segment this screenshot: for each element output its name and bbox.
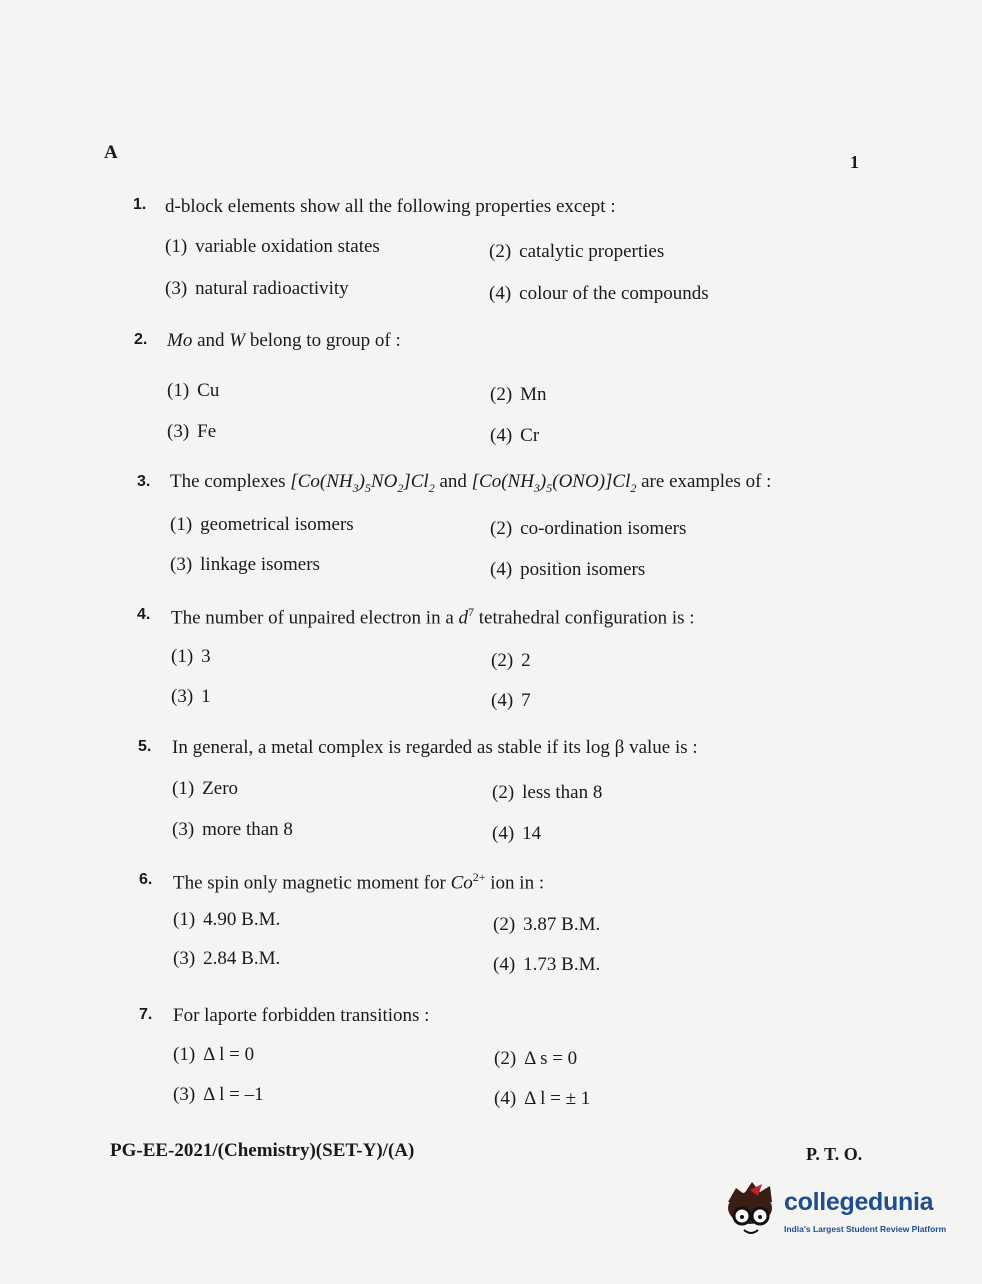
- question-text: The spin only magnetic moment for $Co^{2+}$ ion in :: [173, 870, 545, 894]
- option: [490, 384, 547, 406]
- page-number: 1: [850, 152, 859, 172]
- option-text: geometrical isomers: [200, 514, 354, 535]
- option: [494, 1088, 590, 1110]
- option: [167, 380, 219, 402]
- question-text: For laporte forbidden transitions :: [173, 1005, 430, 1026]
- option: [173, 909, 280, 931]
- option: [491, 650, 531, 672]
- exam-code: PG-EE-2021/(Chemistry)(SET-Y)/(A): [110, 1140, 415, 1161]
- option-text: 1: [201, 686, 211, 707]
- option-text: position isomers: [520, 559, 646, 580]
- option-text: natural radioactivity: [195, 278, 349, 299]
- pto-label: P. T. O.: [806, 1144, 863, 1164]
- option-number: (4): [492, 823, 515, 844]
- question-number: 6.: [139, 871, 153, 888]
- option: [173, 1084, 264, 1106]
- option-text: Δ l = –1: [203, 1084, 264, 1105]
- question-number: 2.: [134, 331, 148, 348]
- option-text: 4.90 B.M.: [203, 909, 281, 930]
- option-text: less than 8: [522, 782, 603, 803]
- option-number: (2): [491, 650, 514, 671]
- option-number: (1): [170, 514, 193, 535]
- option: [490, 559, 645, 581]
- option-text: Cr: [520, 425, 540, 446]
- option-number: (3): [167, 421, 190, 442]
- option-text: 1.73 B.M.: [523, 954, 601, 975]
- complex-formula-2: $[Co(NH_3)_5(ONO)]Cl_2$: [471, 471, 637, 495]
- set-letter: A: [104, 142, 118, 163]
- option-text: Fe: [197, 421, 217, 442]
- option-text: Mn: [520, 384, 547, 405]
- option-text: catalytic properties: [519, 241, 665, 262]
- option-text: Cu: [197, 380, 220, 401]
- option-number: (4): [489, 283, 512, 304]
- brand-logo-text: collegedunia: [784, 1188, 934, 1216]
- question-text: The number of unpaired electron in a $d^7$ tetrahedral configuration is :: [171, 605, 695, 629]
- option-number: (1): [172, 778, 195, 799]
- option-text: Δ s = 0: [524, 1048, 578, 1069]
- option-text: colour of the compounds: [519, 283, 709, 304]
- option-text: 14: [522, 823, 542, 844]
- question-text: In general, a metal complex is regarded as stable if its log β value is :: [172, 737, 698, 758]
- option-number: (1): [167, 380, 190, 401]
- option-text: Δ l = ± 1: [524, 1088, 591, 1109]
- option-number: (4): [490, 559, 513, 580]
- option: [490, 518, 686, 540]
- option-text: Zero: [202, 778, 239, 799]
- option: [173, 1044, 254, 1066]
- option: [172, 778, 238, 800]
- option-number: (1): [173, 909, 196, 930]
- option-number: (1): [165, 236, 188, 257]
- option-number: (3): [173, 1084, 196, 1105]
- option: [493, 954, 600, 976]
- option: [165, 236, 380, 258]
- option-number: (2): [492, 782, 515, 803]
- option-number: (2): [490, 384, 513, 405]
- option: [170, 554, 320, 576]
- option-number: (4): [494, 1088, 517, 1109]
- option-text: more than 8: [202, 819, 293, 840]
- question-number: 5.: [138, 738, 152, 755]
- option: [492, 782, 602, 804]
- option-number: (3): [172, 819, 195, 840]
- option: [491, 690, 531, 712]
- option: [490, 425, 539, 447]
- option-number: (4): [493, 954, 516, 975]
- question-number: 3.: [137, 473, 151, 490]
- option-text: variable oxidation states: [195, 236, 380, 257]
- question-text: Mo and W belong to group of :: [167, 330, 401, 351]
- option-number: (2): [494, 1048, 517, 1069]
- option-number: (3): [171, 686, 194, 707]
- option: [172, 819, 293, 841]
- option-text: 3: [201, 646, 211, 667]
- option-number: (4): [490, 425, 513, 446]
- option: [171, 646, 211, 668]
- option-text: 2: [521, 650, 531, 671]
- question-text: d-block elements show all the following properties except :: [165, 196, 616, 217]
- option-number: (2): [490, 518, 513, 539]
- option: [167, 421, 216, 443]
- option-text: linkage isomers: [200, 554, 320, 575]
- option: [489, 241, 664, 263]
- option: [492, 823, 541, 845]
- mascot-icon: [722, 1180, 782, 1240]
- option: [171, 686, 211, 708]
- option-number: (4): [491, 690, 514, 711]
- option-number: (3): [170, 554, 193, 575]
- option: [173, 948, 280, 970]
- option: [170, 514, 354, 536]
- option: [493, 914, 600, 936]
- option-number: (2): [493, 914, 516, 935]
- question-number: 4.: [137, 606, 151, 623]
- option-number: (1): [173, 1044, 196, 1065]
- option-text: 7: [521, 690, 531, 711]
- option-number: (1): [171, 646, 194, 667]
- question-number: 7.: [139, 1006, 153, 1023]
- option-number: (3): [173, 948, 196, 969]
- option-text: 2.84 B.M.: [203, 948, 281, 969]
- option-number: (2): [489, 241, 512, 262]
- option: [165, 278, 349, 300]
- option-text: co-ordination isomers: [520, 518, 687, 539]
- brand-tagline: India's Largest Student Review Platform: [784, 1224, 947, 1234]
- option: [494, 1048, 577, 1070]
- option-text: 3.87 B.M.: [523, 914, 601, 935]
- option-text: Δ l = 0: [203, 1044, 255, 1065]
- complex-formula-1: $[Co(NH_3)_5NO_2]Cl_2$: [290, 471, 435, 495]
- option: [489, 283, 709, 305]
- option-number: (3): [165, 278, 188, 299]
- question-number: 1.: [133, 196, 147, 213]
- question-text: The complexes $[Co(NH_3)_5NO_2]Cl_2$ and $[Co(NH_3)_5(ONO)]Cl_2$ are examples of :: [170, 471, 772, 495]
